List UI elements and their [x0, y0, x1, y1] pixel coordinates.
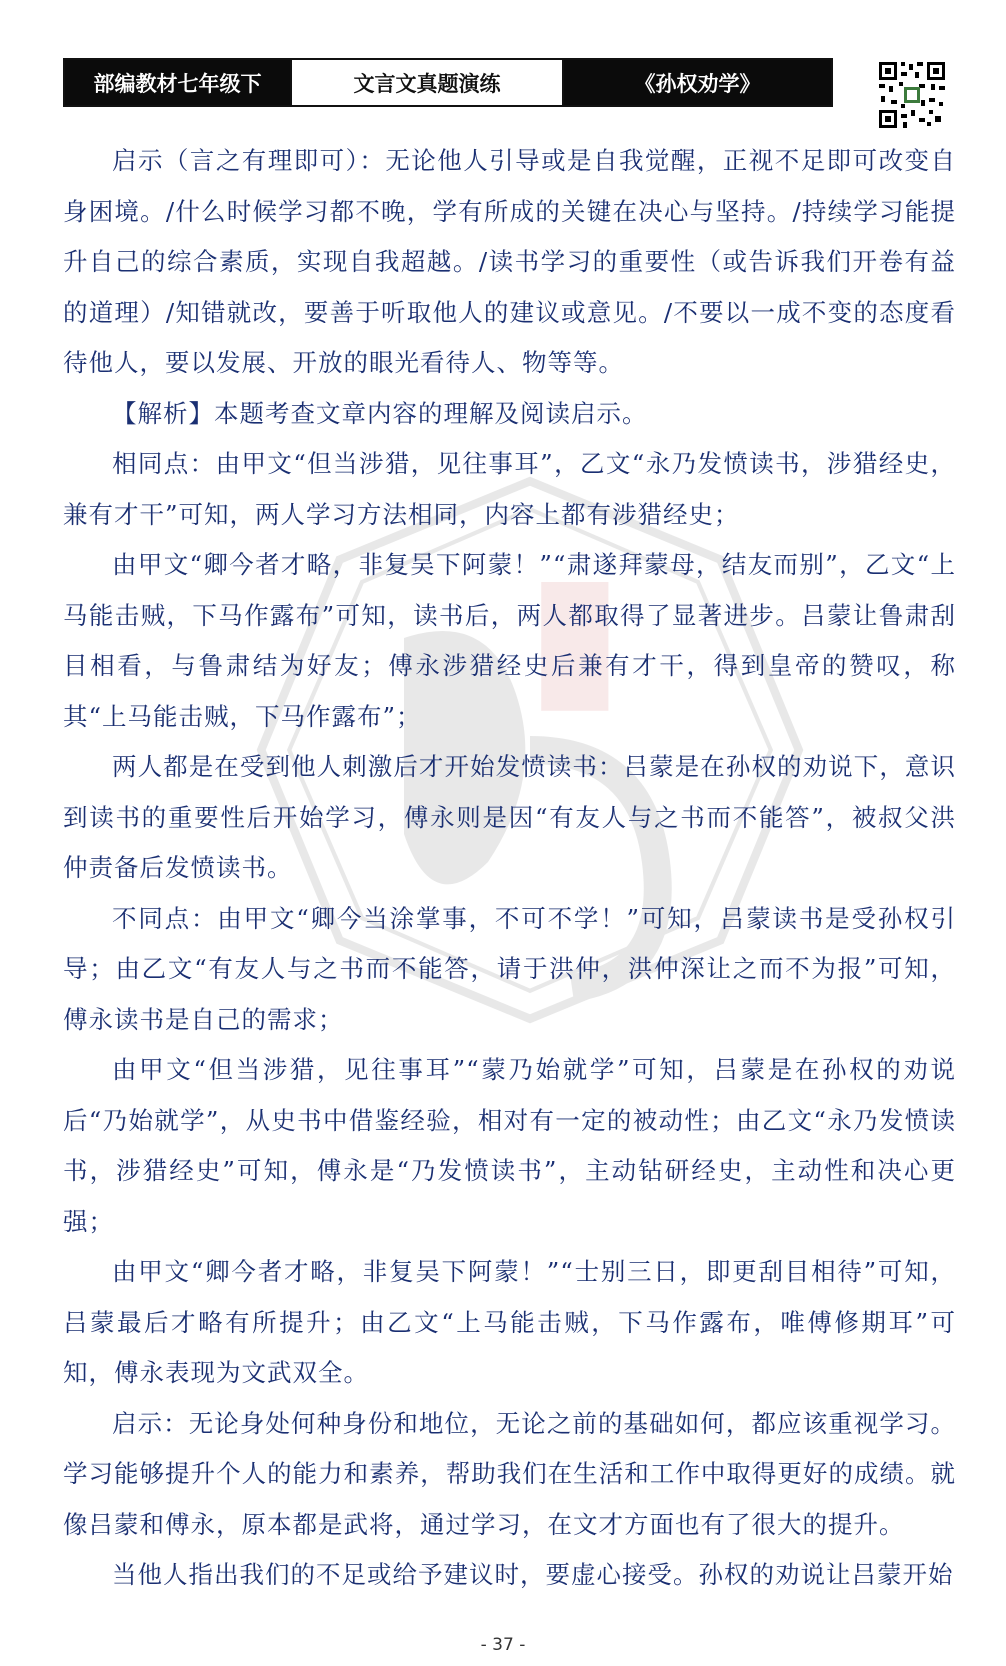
paragraph-inspiration-intro: 启示（言之有理即可）：无论他人引导或是自我觉醒，正视不足即可改变自身困境。/什么时候学习都不晚，学有所成的关键在决心与坚持。/持续学习能提升自己的综合素质，实现自我超越。/读书学习的重要性（或告诉我们开卷有益的道理）/知错就改，要善于听取他人的建议或意见。/不要以一成不变的态度看待他人，要以发展、开放的眼光看待人、物等等。 [63, 146, 956, 377]
analysis-text: 本题考查文章内容的理解及阅读启示。 [214, 398, 648, 428]
paragraph-similarity-3: 两人都是在受到他人刺激后才开始发愤读书：吕蒙是在孙权的劝说下，意识到读书的重要性后开始学习，傅永则是因“有友人与之书而不能答”，被叔父洪仲责备后发愤读书。 [63, 752, 956, 882]
page-number: - 37 - [480, 1635, 526, 1655]
paragraph-difference-2: 由甲文“但当涉猎，见往事耳”“蒙乃始就学”可知，吕蒙是在孙权的劝说后“乃始就学”，从史书中借鉴经验，相对有一定的被动性；由乙文“永乃发愤读书，涉猎经史”可知，傅永是“乃发愤读书”，主动钻研经史，主动性和决心更强； [63, 1055, 956, 1236]
qr-code-icon [877, 60, 947, 130]
header-grade-label: 部编教材七年级下 [65, 60, 290, 105]
paragraph-analysis [63, 389, 956, 440]
answer-content [63, 136, 956, 1601]
header-section-title: 文言文真题演练 [290, 60, 564, 105]
paragraph-similarity-2: 由甲文“卿今者才略，非复吴下阿蒙！”“肃遂拜蒙母，结友而别”，乙文“上马能击贼，下马作露布”可知，读书后，两人都取得了显著进步。吕蒙让鲁肃刮目相看，与鲁肃结为好友；傅永涉猎经史后兼有才干，得到皇帝的赞叹，称其“上马能击贼，下马作露布”； [63, 550, 956, 731]
header-bar [63, 58, 833, 107]
header-lesson-title: 《孙权劝学》 [564, 60, 831, 105]
paragraph-inspiration-1: 启示：无论身处何种身份和地位，无论之前的基础如何，都应该重视学习。学习能够提升个人的能力和素养，帮助我们在生活和工作中取得更好的成绩。就像吕蒙和傅永，原本都是武将，通过学习，在文才方面也有了很大的提升。 [63, 1408, 956, 1539]
paragraph-difference-1: 不同点：由甲文“卿今当涂掌事，不可不学！”可知，吕蒙读书是受孙权引导；由乙文“有友人与之书而不能答，请于洪仲，洪仲深让之而不为报”可知，傅永读书是自己的需求； [63, 903, 956, 1034]
paragraph-inspiration-2: 当他人指出我们的不足或给予建议时，要虚心接受。孙权的劝说让吕蒙开始 [112, 1560, 954, 1589]
analysis-tag: 【解析】 [112, 398, 214, 428]
paragraph-difference-3: 由甲文“卿今者才略，非复吴下阿蒙！”“士别三日，即更刮目相待”可知，吕蒙最后才略有所提升；由乙文“上马能击贼，下马作露布，唯傅修期耳”可知，傅永表现为文武双全。 [63, 1257, 956, 1387]
paragraph-similarity-1: 相同点：由甲文“但当涉猎，见往事耳”，乙文“永乃发愤读书，涉猎经史，兼有才干”可知，两人学习方法相同，内容上都有涉猎经史； [63, 449, 956, 529]
